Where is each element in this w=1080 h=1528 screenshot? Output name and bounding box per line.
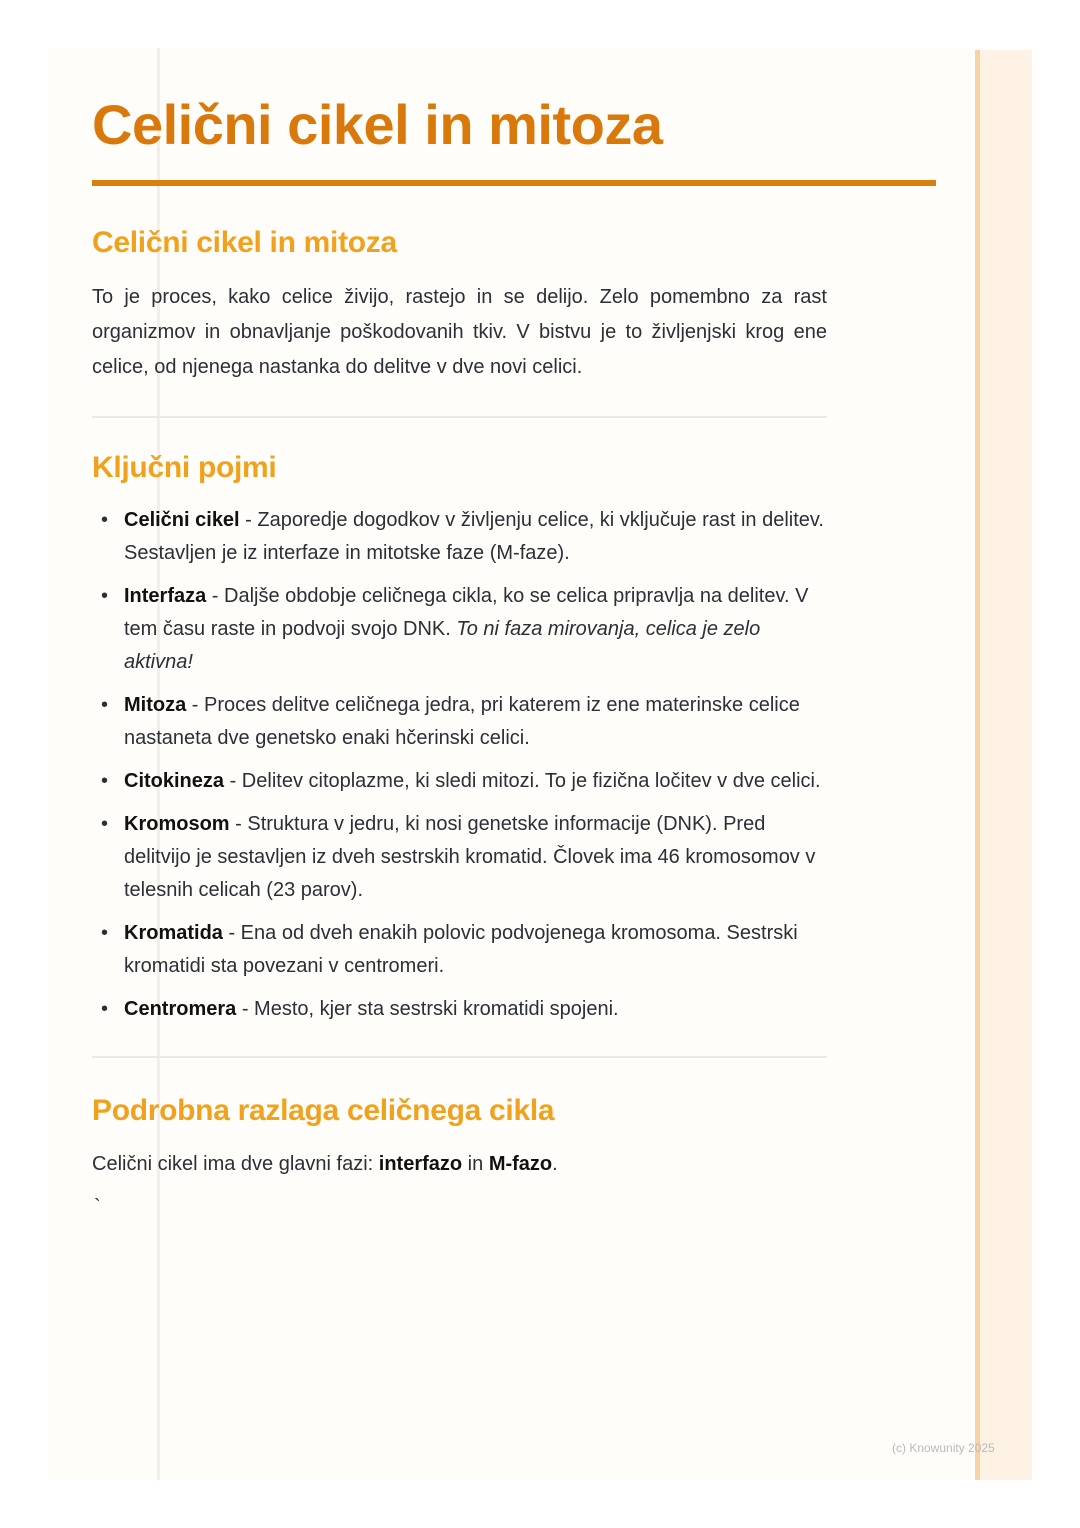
stray-character: ` (94, 1196, 101, 1218)
term-note: To ni faza mirovanja, celica je zelo aktivna! (124, 618, 761, 673)
section-divider (92, 1056, 827, 1058)
term-description: - Delitev citoplazme, ki sledi mitozi. To je fizična ločitev v dve celici. (224, 770, 821, 792)
summary-text: . (552, 1153, 558, 1175)
term-name: Centromera (124, 998, 237, 1020)
summary-bold-interphase: interfazo (378, 1153, 463, 1175)
term-description: - Struktura v jedru, ki nosi genetske informacije (DNK). Pred delitvijo je sestavljen iz dveh sestrskih kromatid. Človek ima 46 kromosomov v telesnih celicah (23 parov). (124, 813, 816, 901)
term-description: - Daljše obdobje celičnega cikla, ko se celica pripravlja na delitev. V tem času raste in podvoji svojo DNK. (124, 585, 809, 640)
list-item (92, 580, 827, 679)
summary-text: in (462, 1153, 489, 1175)
intro-paragraph: To je proces, kako celice živijo, rastejo in se delijo. Zelo pomembno za rast organizmov in obnavljanje poškodovanih tkiv. V bistvu je to življenjski krog ene celice, od njenega nastanka do delitve v dve novi celici. (92, 286, 827, 378)
page-title: Celični cikel in mitoza (92, 93, 663, 156)
list-item (92, 765, 827, 798)
list-item (92, 917, 827, 983)
bullet-icon: • (101, 998, 109, 1020)
copyright-footer: (c) Knowunity 2025 (892, 1441, 995, 1455)
list-item (92, 504, 827, 570)
term-description: - Zaporedje dogodkov v življenju celice, ki vključuje rast in delitev. Sestavljen je iz interfaze in mitotske faze (M-faze). (124, 509, 824, 564)
term-name: Interfaza (124, 585, 207, 607)
side-band (975, 50, 1032, 1480)
list-item (92, 689, 827, 755)
bullet-icon: • (101, 694, 109, 716)
term-description: - Proces delitve celičnega jedra, pri katerem iz ene materinske celice nastaneta dve genetsko enaki hčerinski celici. (124, 694, 800, 749)
term-name: Citokineza (124, 770, 225, 792)
section-heading-detail: Podrobna razlaga celičnega cikla (92, 1094, 555, 1127)
title-underline (92, 180, 936, 186)
summary-paragraph (92, 1148, 827, 1181)
side-band-edge (975, 50, 980, 1480)
list-item (92, 808, 827, 907)
term-description: - Ena od dveh enakih polovic podvojenega kromosoma. Sestrski kromatidi sta povezani v centromeri. (124, 922, 798, 977)
bullet-icon: • (101, 813, 109, 835)
term-name: Kromatida (124, 922, 223, 944)
bullet-icon: • (101, 770, 109, 792)
bullet-icon: • (101, 509, 109, 531)
document-body (92, 226, 827, 1217)
bullet-icon: • (101, 585, 109, 607)
summary-text: Celični cikel ima dve glavni fazi: (92, 1153, 379, 1175)
section-heading-intro: Celični cikel in mitoza (92, 226, 397, 259)
section-heading-terms: Ključni pojmi (92, 451, 277, 484)
summary-bold-mphase: M-fazo (488, 1153, 553, 1175)
term-name: Kromosom (124, 813, 230, 835)
term-description: - Mesto, kjer sta sestrski kromatidi spojeni. (236, 998, 619, 1020)
term-name: Mitoza (124, 694, 187, 716)
bullet-icon: • (101, 922, 109, 944)
term-name: Celični cikel (124, 509, 240, 531)
list-item (92, 993, 827, 1026)
terms-list (92, 504, 827, 1026)
section-divider (92, 416, 827, 418)
